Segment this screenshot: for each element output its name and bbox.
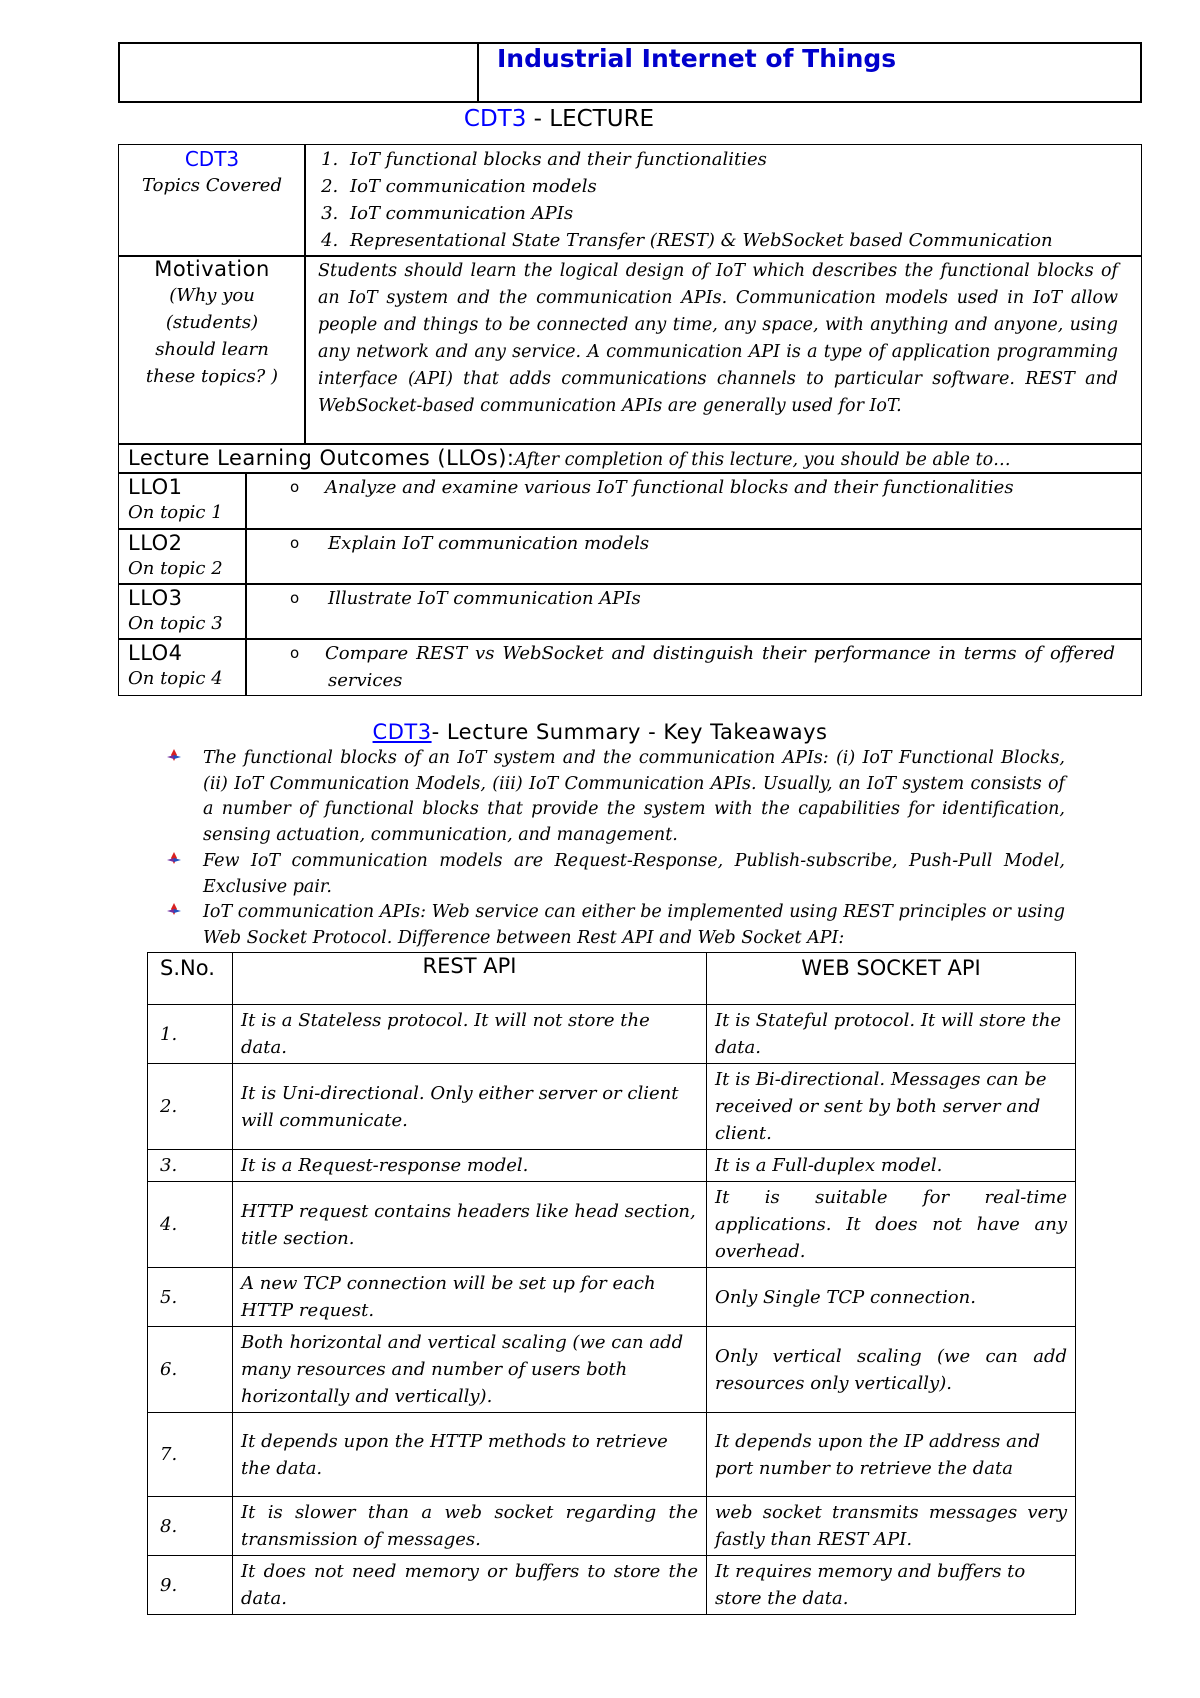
websocket-cell: It is suitable for real-time applications. It does not have any overhead. <box>707 1182 1076 1268</box>
topic-item: 2. IoT communication models <box>344 173 1136 200</box>
row-number: 7. <box>148 1413 233 1497</box>
llo-bullet: o <box>290 644 300 662</box>
rest-cell: A new TCP connection will be set up for each HTTP request. <box>233 1268 707 1327</box>
arrow-bullet-icon <box>166 851 182 869</box>
llo-row: LLO2 On topic 2 <box>128 531 223 579</box>
table-row <box>148 1005 1076 1064</box>
table-row <box>148 1413 1076 1497</box>
llo-text: Analyze and examine various IoT functional blocks and their functionalities <box>325 477 1014 498</box>
rest-cell: It depends upon the HTTP methods to retrieve the data. <box>233 1413 707 1497</box>
motivation-sub: these topics? ) <box>145 366 279 387</box>
row-number: 9. <box>148 1556 233 1615</box>
table-row <box>148 1497 1076 1556</box>
rest-cell: It is a Request-response model. <box>233 1150 707 1182</box>
topics-list <box>306 146 1136 254</box>
table-row <box>148 1182 1076 1268</box>
row-number: 3. <box>148 1150 233 1182</box>
topic-item: 3. IoT communication APIs <box>344 200 1136 227</box>
topics-sub: Topics Covered <box>142 175 282 196</box>
llo-header: Lecture Learning Outcomes (LLOs):After completion of this lecture, you should be able to… <box>128 446 1011 470</box>
topic-item: 4. Representational State Transfer (REST) & WebSocket based Communication <box>344 227 1136 254</box>
col-header-websocket: WEB SOCKET API <box>707 953 1076 1005</box>
websocket-cell: It is Bi-directional. Messages can be received or sent by both server and client. <box>707 1064 1076 1150</box>
row-number: 6. <box>148 1327 233 1413</box>
table-row <box>148 1327 1076 1413</box>
arrow-bullet-icon <box>166 902 182 920</box>
websocket-cell: It depends upon the IP address and port number to retrieve the data <box>707 1413 1076 1497</box>
topic-item: 1. IoT functional blocks and their functionalities <box>344 146 1136 173</box>
motivation-text: Students should learn the logical design of IoT which describes the functional blocks of an IoT system and the communication APIs. Communication models used in IoT allow people and things to be connected any time, any space, with anything and anyone, using any network and any service. A communication API is a type of application programming interface (API) that adds communications channels to particular software. REST and WebSocket-based communication APIs are generally used for IoT. <box>318 261 1118 416</box>
topics-code: CDT3 <box>184 147 240 171</box>
rest-cell: It does not need memory or buffers to store the data. <box>233 1556 707 1615</box>
table-row <box>148 1268 1076 1327</box>
course-title: Industrial Internet of Things <box>497 44 897 73</box>
llo-row: LLO1 On topic 1 <box>128 475 223 523</box>
llo-text: Illustrate IoT communication APIs <box>328 588 641 609</box>
rest-cell: Both horizontal and vertical scaling (we can add many resources and number of users both horizontally and vertically). <box>233 1327 707 1413</box>
table-row <box>148 1150 1076 1182</box>
motivation-sub: should learn <box>155 339 269 360</box>
topics-label <box>120 146 304 199</box>
summary-bullet: Few IoT communication models are Request-Response, Publish-subscribe, Push-Pull Model, Exclusive pair. <box>203 851 1065 897</box>
header-divider <box>477 42 479 103</box>
rest-vs-websocket-table <box>147 952 1076 1615</box>
websocket-cell: Only vertical scaling (we can add resources only vertically). <box>707 1327 1076 1413</box>
rest-cell: It is Uni-directional. Only either server or client will communicate. <box>233 1064 707 1150</box>
summary-bullet: The functional blocks of an IoT system and the communication APIs: (i) IoT Functional Blocks, (ii) IoT Communication Models, (iii) IoT Communication APIs. Usually, an IoT system consists of a number of functional blocks that provide the system with the capabilities for identification, sensing actuation, communication, and management. <box>203 748 1065 845</box>
table-header-row <box>148 953 1076 1005</box>
rest-cell: It is a Stateless protocol. It will not store the data. <box>233 1005 707 1064</box>
col-header-rest: REST API <box>233 953 707 1005</box>
websocket-cell: web socket transmits messages very fastly than REST API. <box>707 1497 1076 1556</box>
llo-bullet: o <box>290 589 300 607</box>
websocket-cell: It is Stateful protocol. It will store the data. <box>707 1005 1076 1064</box>
websocket-cell: It is a Full-duplex model. <box>707 1150 1076 1182</box>
row-number: 2. <box>148 1064 233 1150</box>
websocket-cell: Only Single TCP connection. <box>707 1268 1076 1327</box>
table-row <box>148 1064 1076 1150</box>
row-number: 5. <box>148 1268 233 1327</box>
llo-bullet: o <box>290 534 300 552</box>
websocket-cell: It requires memory and buffers to store the data. <box>707 1556 1076 1615</box>
motivation-title: Motivation <box>154 257 270 281</box>
motivation-sub: (students) <box>165 312 259 333</box>
table-row <box>148 1556 1076 1615</box>
lecture-title: CDT3 - LECTURE <box>463 106 655 132</box>
llo-row: LLO4 On topic 4 <box>128 641 223 689</box>
llo-text: Explain IoT communication models <box>328 533 650 554</box>
motivation-sub: (Why you <box>169 285 255 306</box>
rest-cell: It is slower than a web socket regarding the transmission of messages. <box>233 1497 707 1556</box>
motivation-label <box>120 256 304 390</box>
col-header-sno: S.No. <box>148 953 233 1005</box>
summary-bullet: IoT communication APIs: Web service can either be implemented using REST principles or using Web Socket Protocol. Difference between Rest API and Web Socket API: <box>203 902 1065 948</box>
rest-cell: HTTP request contains headers like head section, title section. <box>233 1182 707 1268</box>
row-number: 1. <box>148 1005 233 1064</box>
summary-title: CDT3- Lecture Summary - Key Takeaways <box>372 720 828 744</box>
arrow-bullet-icon <box>166 748 182 766</box>
llo-bullet: o <box>290 478 300 496</box>
llo-row: LLO3 On topic 3 <box>128 586 223 634</box>
row-number: 8. <box>148 1497 233 1556</box>
row-number: 4. <box>148 1182 233 1268</box>
llo-text: Compare REST vs WebSocket and distinguish their performance in terms of offered services <box>325 643 1115 691</box>
